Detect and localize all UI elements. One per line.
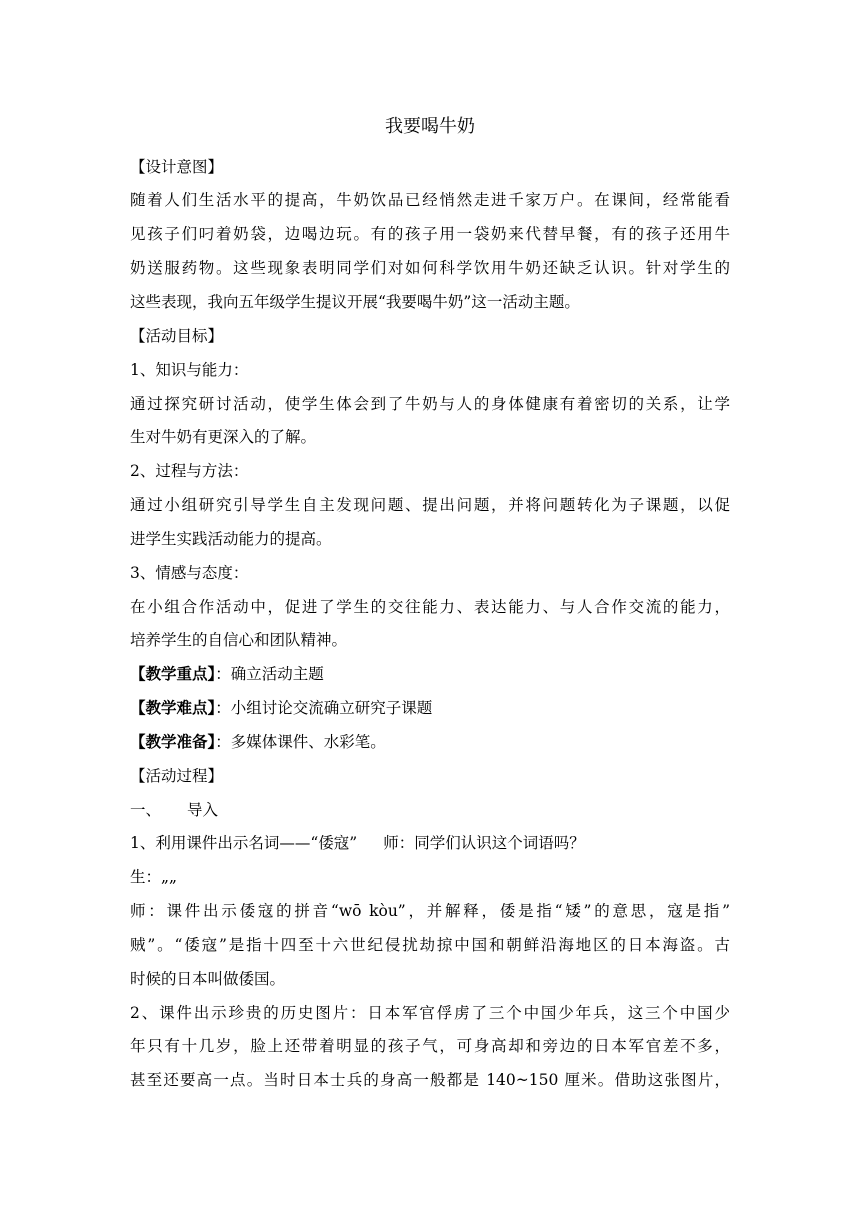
key-point-text: ：确立活动主题: [215, 665, 324, 683]
paragraph-line: 生对牛奶有更深入的了解。: [130, 428, 317, 446]
paragraph-line: 随着人们生活水平的提高，牛奶饮品已经悄然走进千家万户。在课间，经常能看: [130, 191, 730, 209]
step-one-teacher: 师：同学们认识这个词语吗？: [383, 834, 585, 852]
goal-heading-process: 2、过程与方法：: [130, 462, 249, 480]
paragraph-line: 培养学生的自信心和团队精神。: [130, 631, 348, 649]
difficulty-line: [130, 693, 730, 723]
preparation-line: [130, 727, 730, 757]
section-one-line: [130, 795, 730, 825]
section-heading-activity-process: 【活动过程】: [130, 767, 224, 785]
preparation-text: ：多媒体课件、水彩笔。: [215, 733, 386, 751]
key-point-line: [130, 659, 730, 689]
student-reply-line: 生：„„: [130, 868, 178, 886]
step-one-line: [130, 828, 730, 858]
paragraph-line: 通过探究研讨活动，使学生体会到了牛奶与人的身体健康有着密切的关系，让学: [130, 395, 730, 413]
paragraph-line: 通过小组研究引导学生自主发现问题、提出问题，并将问题转化为子课题，以促: [130, 496, 730, 514]
paragraph-line: 甚至还要高一点。当时日本士兵的身高一般都是 140~150 厘米。借助这张图片，: [130, 1071, 730, 1089]
document-title: 我要喝牛奶: [385, 116, 475, 137]
difficulty-label: 【教学难点】: [130, 698, 216, 717]
paragraph-line: 时候的日本叫做倭国。: [130, 970, 286, 988]
paragraph-line: 师：课件出示倭寇的拼音“wō kòu”，并解释，倭是指“矮”的意思，寇是指”: [130, 902, 730, 920]
paragraph-line: 年只有十几岁，脸上还带着明显的孩子气，可身高却和旁边的日本军官差不多，: [130, 1037, 730, 1055]
key-point-label: 【教学重点】: [130, 664, 216, 683]
paragraph-line: 进学生实践活动能力的提高。: [130, 530, 332, 548]
section-heading-design-intent: 【设计意图】: [130, 158, 224, 176]
section-one-text: 导入: [187, 801, 219, 819]
paragraph-line: 奶送服药物。这些现象表明同学们对如何科学饮用牛奶还缺乏认识。针对学生的: [130, 259, 730, 277]
difficulty-text: ：小组讨论交流确立研究子课题: [215, 699, 433, 717]
section-heading-activity-goals: 【活动目标】: [130, 327, 224, 345]
paragraph-line: 2、课件出示珍贵的历史图片：日本军官俘虏了三个中国少年兵，这三个中国少: [130, 1004, 730, 1022]
paragraph-line: 见孩子们叼着奶袋，边喝边玩。有的孩子用一袋奶来代替早餐，有的孩子还用牛: [130, 225, 730, 243]
step-one-text: 1、利用课件出示名词——“倭寇”: [130, 834, 358, 852]
paragraph-line: 贼”。“倭寇”是指十四至十六世纪侵扰劫掠中国和朝鲜沿海地区的日本海盗。古: [130, 936, 730, 954]
section-one-number: 一、: [130, 801, 162, 819]
paragraph-line: 在小组合作活动中，促进了学生的交往能力、表达能力、与人合作交流的能力，: [130, 598, 730, 616]
goal-heading-attitude: 3、情感与态度：: [130, 564, 249, 582]
goal-heading-knowledge: 1、知识与能力：: [130, 361, 249, 379]
preparation-label: 【教学准备】: [130, 732, 216, 751]
paragraph-line: 这些表现，我向五年级学生提议开展“我要喝牛奶”这一活动主题。: [130, 293, 580, 311]
